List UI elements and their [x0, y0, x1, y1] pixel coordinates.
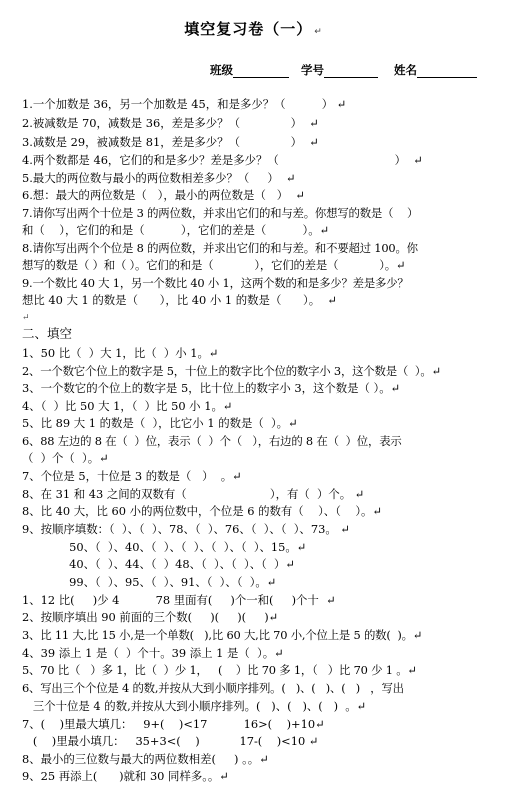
fill-line: 50、（ ）、40、（ ）、（ ）、（ ）、（ ）、15。↵ — [22, 540, 307, 554]
fill-line: 9、25 再添上( )就和 30 同样多。。↵ — [22, 769, 229, 783]
question-line: 8.请你写出两个个位是 8 的两位数，并求出它们的和与差。和不要超过 100。你 — [22, 241, 418, 255]
fill-line: 8、最小的三位数与最大的两位数相差( ) 。。↵ — [22, 752, 269, 766]
fill-line: 1、50 比（ ）大 1，比（ ）小 1。↵ — [22, 346, 219, 360]
question-line: 和（ ），它们的和是（ ），它们的差是（ ）。↵ — [22, 223, 330, 237]
fill-line: 4、39 添上 1 是（ ）个十。39 添上 1 是（ ）。↵ — [22, 646, 284, 660]
name-blank[interactable] — [417, 65, 477, 78]
section-2-title: 二、填空 — [22, 326, 73, 341]
return-mark: ↵ — [314, 27, 323, 37]
fill-line: （ ）个（ ）。↵ — [22, 451, 109, 465]
fill-line: 6、写出三个个位是 4 的数,并按从大到小顺序排列。( )、( )、( ) ，写出 — [22, 681, 404, 695]
class-label: 班级 — [210, 63, 233, 77]
fill-line: 5、70 比（ ）多 1，比（ ）少 1， ( ）比 70 多 1，（ ）比 70 少 1 。↵ — [22, 663, 417, 677]
id-label: 学号 — [301, 63, 325, 77]
question-line: 1.一个加数是 36，另一个加数是 45，和是多少？（ ） ↵ — [22, 97, 347, 111]
fill-line: 三个十位是 4 的数,并按从大到小顺序排列。( )、( )、( ) 。↵ — [22, 699, 367, 713]
question-line: 7.请你写出两个十位是 3 的两位数，并求出它们的和与差。你想写的数是（ ） — [22, 206, 419, 220]
question-line: 5.最大的两位数与最小的两位数相差多少？（ ） ↵ — [22, 171, 296, 185]
name-label: 姓名 — [394, 63, 418, 77]
question-line: 想写的数是（ ）和（ ）。它们的和是（ ），它们的差是（ ）。↵ — [22, 258, 406, 272]
title-text: 填空复习卷（一） — [184, 20, 313, 38]
fill-line: 7、个位是 5，十位是 3 的数是（ ） 。↵ — [22, 469, 242, 483]
fill-line: 7、( )里最大填几： 9+( )<17 16>( )+10↵ — [22, 717, 325, 731]
fill-line: 40、（ ）、44、（ ）48、（ ）、（ ）、（ ）↵ — [22, 557, 295, 571]
question-line: 9.一个数比 40 大 1，另一个数比 40 小 1，这两个数的和是多少？差是多少？ — [22, 276, 409, 290]
question-line: 2.被减数是 70，减数是 36，差是多少？（ ） ↵ — [22, 116, 319, 130]
id-blank[interactable] — [324, 65, 378, 78]
student-info-line — [210, 62, 477, 78]
fill-line: 9、按顺序填数：（ ）、（ ）、78、（ ）、76、（ ）、（ ）、73。 ↵ — [22, 522, 350, 536]
fill-line: 2、一个数它个位上的数字是 5，十位上的数字比个位的数字小 3，这个数是（ ）。↵ — [22, 364, 441, 378]
fill-line: 3、比 11 大,比 15 小,是一个单数( ),比 60 大,比 70 小,个位上是 5 的数( )。↵ — [22, 628, 423, 642]
fill-line: 8、比 40 大，比 60 小的两位数中，个位是 6 的数有（ ）、（ ）。↵ — [22, 504, 382, 518]
fill-line: 99、（ ）、95、（ ）、91、（ ）、（ ）。↵ — [22, 575, 277, 589]
question-line: 想比 40 大 1 的数是（ ），比 40 小 1 的数是（ ）。 ↵ — [22, 293, 337, 307]
class-blank[interactable] — [233, 65, 289, 78]
fill-line: 1、12 比( )少 4 78 里面有( )个一和( )个十 ↵ — [22, 593, 336, 607]
fill-line: 8、在 31 和 43 之间的双数有（ ），有（ ）个。 ↵ — [22, 487, 365, 501]
fill-line: 6、88 左边的 8 在（ ）位，表示（ ）个（ ），右边的 8 在（ ）位，表示 — [22, 434, 402, 448]
question-line: 6.想：最大的两位数是（ ），最小的两位数是（ ） ↵ — [22, 188, 305, 202]
fill-line: 2、按顺序填出 90 前面的三个数( )( )( )↵ — [22, 610, 279, 624]
fill-line: 5、比 89 大 1 的数是（ ），比它小 1 的数是（ ）。↵ — [22, 416, 298, 430]
blank-line-mark: ↵ — [22, 313, 30, 323]
fill-line: 4、（ ）比 50 大 1，（ ）比 50 小 1。↵ — [22, 399, 233, 413]
page-title — [0, 18, 507, 39]
fill-line: 3、一个数它的个位上的数字是 5，比十位上的数字小 3，这个数是（ ）。↵ — [22, 381, 401, 395]
question-line: 3.减数是 29，被减数是 81，差是多少？（ ） ↵ — [22, 135, 319, 149]
fill-line: ( )里最小填几： 35+3<( ) 17-( )<10 ↵ — [22, 734, 319, 748]
question-line: 4.两个数都是 46，它们的和是多少？差是多少？（ ） ↵ — [22, 153, 423, 167]
